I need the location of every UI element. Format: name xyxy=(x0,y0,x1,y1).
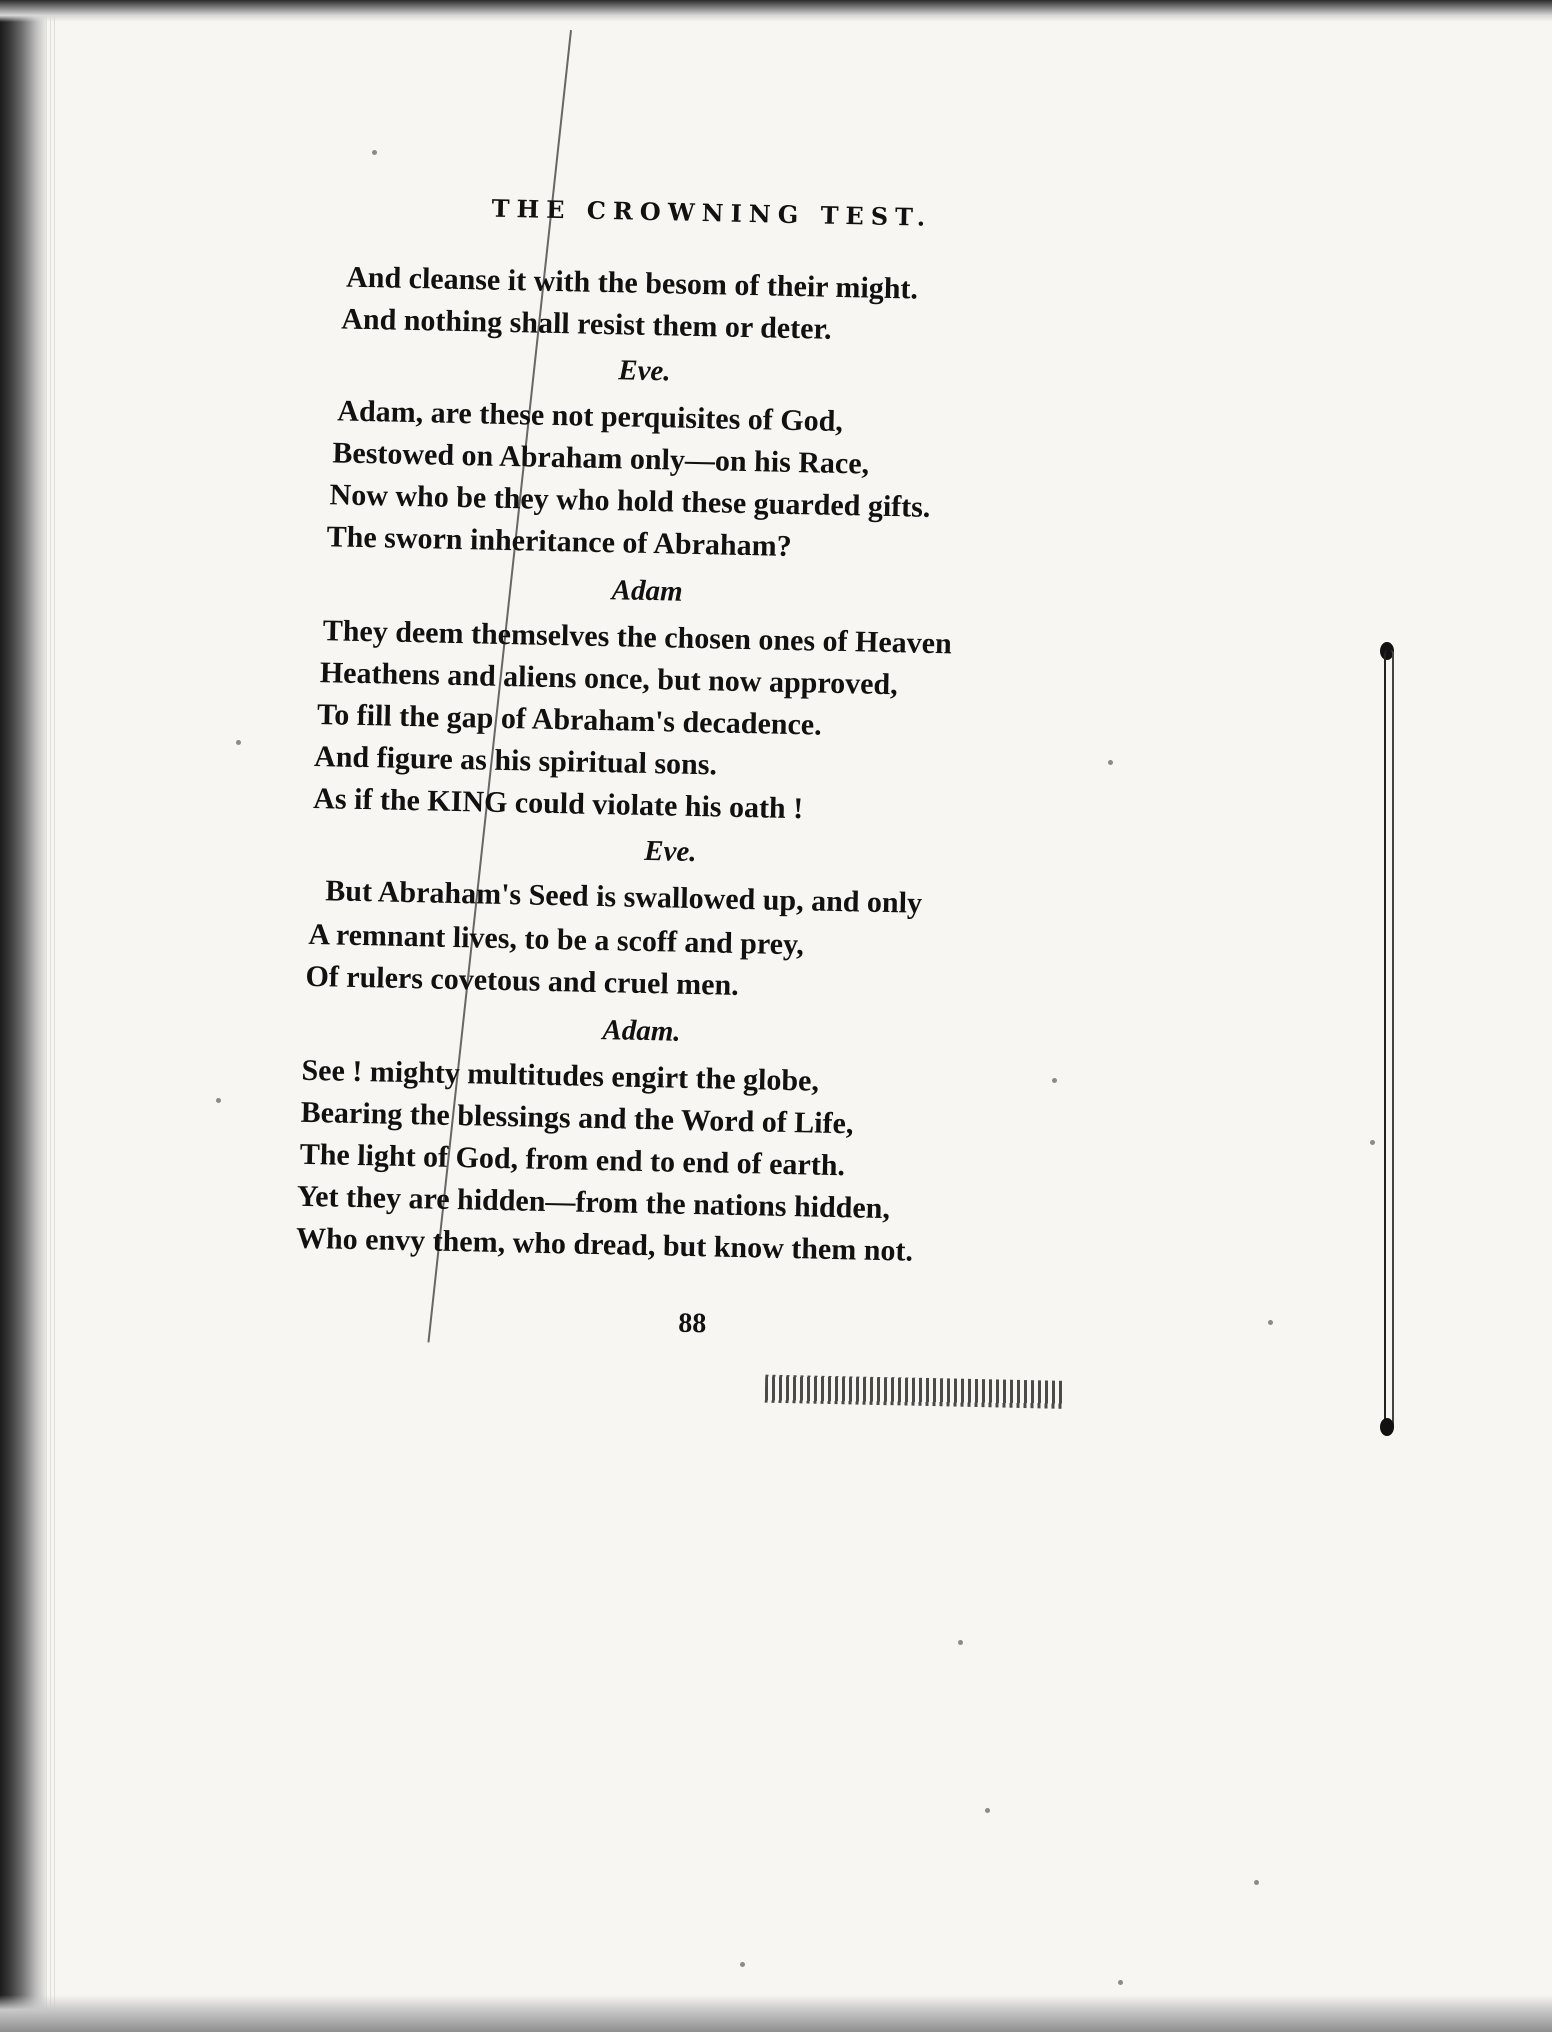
verse-line: Yet they are hidden—from the nations hidden, xyxy=(296,1179,891,1226)
verse-line: The light of God, from end to end of earth. xyxy=(299,1137,846,1183)
scan-speck xyxy=(216,1098,221,1103)
scan-speck xyxy=(372,150,377,155)
verse-line: And figure as his spiritual sons. xyxy=(313,740,718,782)
scan-speck xyxy=(1268,1320,1273,1325)
scan-speck xyxy=(1052,1078,1057,1083)
scan-vertical-mark xyxy=(1384,650,1394,1430)
scan-speck xyxy=(1254,1880,1259,1885)
verse-line: See ! mighty multitudes engirt the globe, xyxy=(301,1053,820,1098)
verse-line: And nothing shall resist them or deter. xyxy=(340,302,832,346)
speaker-name: Eve. xyxy=(617,354,671,388)
verse-line: But Abraham's Seed is swallowed up, and only xyxy=(324,874,923,920)
scan-top-edge xyxy=(0,0,1552,22)
scan-speck xyxy=(1370,1140,1375,1145)
scan-speck xyxy=(236,740,241,745)
verse-line: Who envy them, who dread, but know them not. xyxy=(295,1221,914,1268)
scan-page-stack xyxy=(46,0,56,2032)
scan-speck xyxy=(1108,760,1113,765)
page-number: 88 xyxy=(678,1307,707,1340)
scan-speck xyxy=(958,1640,963,1645)
verse-line: The sworn inheritance of Abraham? xyxy=(326,520,792,563)
verse-line: As if the KING could violate his oath ! xyxy=(312,781,804,826)
scan-bottom-edge xyxy=(0,1995,1552,2032)
verse-line: Now who be they who hold these guarded gifts. xyxy=(329,478,931,524)
poem-page xyxy=(295,190,1120,1340)
verse-line: And cleanse it with the besom of their might. xyxy=(345,260,919,306)
verse-line: A remnant lives, to be a scoff and prey, xyxy=(308,917,805,962)
scan-speck xyxy=(1118,1980,1123,1985)
verse-line: Bearing the blessings and the Word of Life, xyxy=(300,1095,854,1141)
verse-line: Bestowed on Abraham only—on his Race, xyxy=(332,436,870,481)
scan-mark-bottom xyxy=(1380,1418,1394,1436)
verse-line: Heathens and aliens once, but now approved, xyxy=(319,656,899,702)
running-head: THE CROWNING TEST. xyxy=(491,193,933,232)
speaker-name: Adam xyxy=(611,574,683,608)
verse-line: To fill the gap of Abraham's decadence. xyxy=(316,698,822,742)
ink-smudge xyxy=(765,1375,1066,1409)
speaker-name: Eve. xyxy=(643,834,697,869)
verse-line: Of rulers covetous and cruel men. xyxy=(305,959,740,1002)
verse-line: They deem themselves the chosen ones of Heaven xyxy=(322,614,953,661)
scan-speck xyxy=(740,1962,745,1967)
speaker-name: Adam. xyxy=(602,1014,681,1048)
scan-speck xyxy=(985,1808,990,1813)
verse-line: Adam, are these not perquisites of God, xyxy=(337,394,844,438)
scan-left-edge xyxy=(0,0,46,2032)
